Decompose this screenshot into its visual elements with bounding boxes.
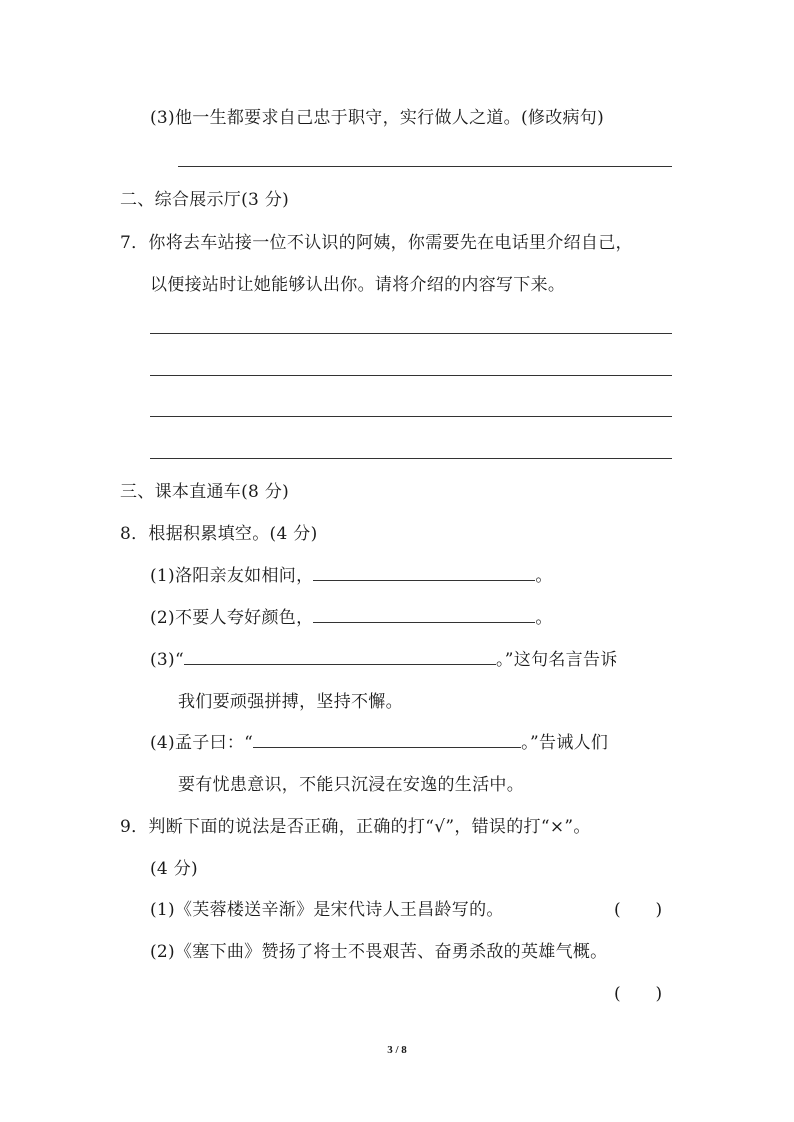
page-number: 3 / 8 — [387, 1044, 407, 1056]
q9-line-1: 9．判断下面的说法是否正确，正确的打“√”，错误的打“×”。 — [120, 817, 591, 837]
q8-item-2-text: (2)不要人夸好颜色， — [150, 608, 314, 628]
answer-bracket[interactable]: ( ) — [614, 900, 663, 920]
q8-item-4-line-2: 要有忧患意识，不能只沉浸在安逸的生活中。 — [178, 775, 524, 795]
q8-item-2 — [150, 606, 553, 630]
section-2-title: 二、综合展示厅(3 分) — [120, 190, 290, 210]
section-3-title: 三、课本直通车(8 分) — [120, 482, 290, 502]
fill-blank[interactable] — [313, 564, 535, 581]
q7-line-2: 以便接站时让她能够认出你。请将介绍的内容写下来。 — [150, 275, 566, 295]
q8-item-4-text: (4)孟子曰：“ — [150, 733, 254, 753]
q8-item-4-end: 。”告诫人们 — [521, 733, 609, 753]
answer-line[interactable] — [150, 458, 672, 459]
q8-item-3 — [150, 648, 618, 672]
fill-blank[interactable] — [253, 731, 521, 748]
q8-title: 8．根据积累填空。(4 分) — [120, 524, 318, 544]
fill-blank[interactable] — [313, 606, 535, 623]
q6-item-3: (3)他一生都要求自己忠于职守，实行做人之道。(修改病句) — [150, 108, 605, 128]
q9-item-2: (2)《塞下曲》赞扬了将士不畏艰苦、奋勇杀敌的英雄气概。 — [150, 942, 608, 962]
q9-item-1: (1)《芙蓉楼送辛渐》是宋代诗人王昌龄写的。 — [150, 900, 504, 920]
answer-bracket[interactable]: ( ) — [614, 984, 663, 1004]
answer-line[interactable] — [150, 416, 672, 417]
answer-line[interactable] — [150, 333, 672, 334]
q8-item-3-end: 。”这句名言告诉 — [495, 650, 618, 670]
q8-item-3-line-2: 我们要顽强拼搏，坚持不懈。 — [178, 692, 403, 712]
q8-item-4 — [150, 731, 608, 755]
q8-item-1-end: 。 — [535, 566, 553, 586]
q9-score: (4 分) — [150, 859, 198, 879]
q8-item-1 — [150, 564, 553, 588]
fill-blank[interactable] — [184, 648, 496, 665]
q8-item-3-text: (3)“ — [150, 650, 184, 670]
q8-item-1-text: (1)洛阳亲友如相问， — [150, 566, 314, 586]
answer-line[interactable] — [178, 166, 672, 167]
answer-line[interactable] — [150, 375, 672, 376]
q7-line-1: 7．你将去车站接一位不认识的阿姨，你需要先在电话里介绍自己， — [120, 233, 633, 253]
q8-item-2-end: 。 — [535, 608, 553, 628]
